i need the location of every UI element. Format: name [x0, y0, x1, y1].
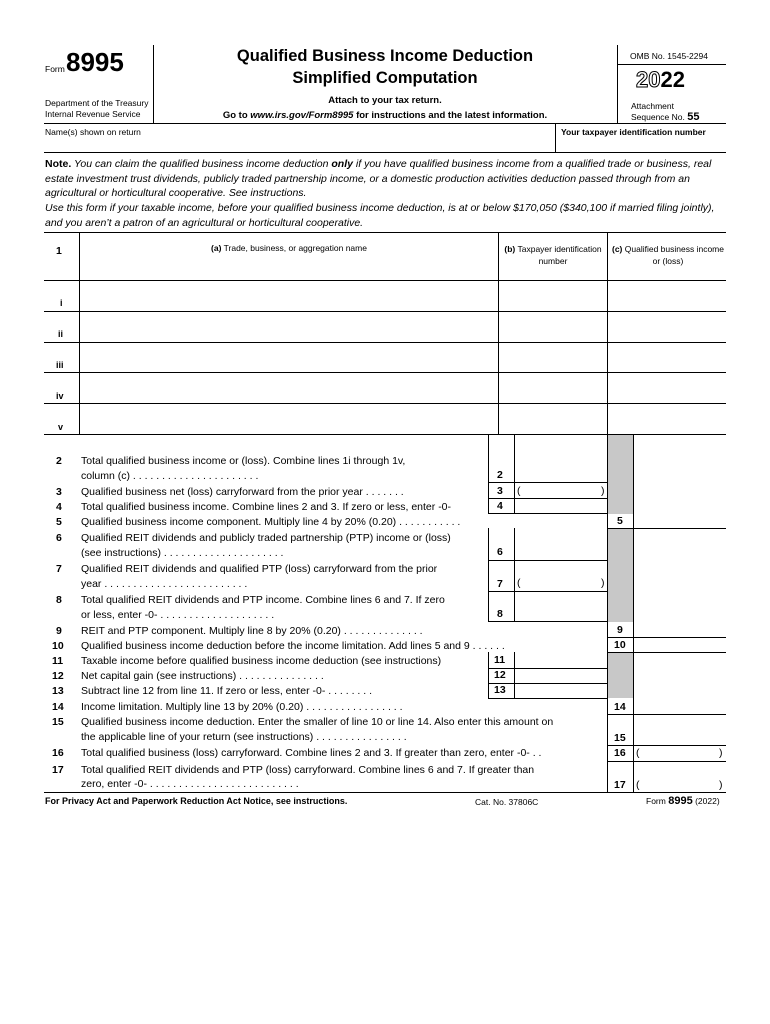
- line-3-open-paren: (: [517, 485, 521, 497]
- note-text-1: You can claim the qualified business income deduction: [71, 158, 332, 170]
- line-10-input[interactable]: [635, 638, 725, 651]
- line-3-close-paren: ): [601, 485, 605, 497]
- line-4-text: Total qualified business income. Combine lines 2 and 3. If zero or less, enter -0-: [81, 501, 452, 513]
- line-15-text: Qualified business income deduction. Enter the smaller of line 10 or line 14. Also enter this amount on: [81, 716, 554, 728]
- line-2-text: column (c) . . . . . . . . . . . . . . . . . . . . . .: [81, 470, 259, 482]
- col-b-header: [501, 243, 605, 267]
- sequence-label-text: Sequence No.: [631, 112, 685, 122]
- tax-year-suffix: 22: [660, 67, 685, 92]
- table-header-rule: [44, 280, 726, 281]
- line-14-number: 14: [52, 701, 64, 713]
- line-3-input[interactable]: [524, 484, 600, 497]
- right-rule: [607, 761, 726, 762]
- line-13-input[interactable]: [516, 684, 606, 697]
- footer-form-number: 8995: [668, 795, 693, 807]
- line-16-box-number: 16: [614, 747, 626, 759]
- col-a-letter: (a): [211, 243, 222, 253]
- right-rule: [607, 652, 726, 653]
- shaded-area: [608, 528, 634, 622]
- line-5-number: 5: [56, 516, 62, 528]
- tax-year-prefix: 20: [636, 67, 661, 92]
- line-6-text: (see instructions) . . . . . . . . . . . . . . . . . . . . .: [81, 547, 284, 559]
- line-8-text: Total qualified REIT dividends and PTP income. Combine lines 6 and 7. If zero: [81, 594, 445, 606]
- name-field[interactable]: [45, 137, 553, 151]
- goto-url[interactable]: www.irs.gov/Form8995: [250, 110, 354, 121]
- line-11-input[interactable]: [516, 653, 606, 667]
- names-label: Name(s) shown on return: [45, 127, 141, 137]
- line-3-box-number: 3: [497, 485, 503, 497]
- shaded-area: [608, 652, 634, 698]
- line-7-number: 7: [56, 563, 62, 575]
- note-label: Note.: [45, 158, 72, 170]
- line-14-input[interactable]: [635, 699, 725, 713]
- row-iv-tin-input[interactable]: [500, 374, 606, 402]
- line-6-input[interactable]: [516, 544, 606, 559]
- omb-number: OMB No. 1545-2294: [630, 51, 708, 61]
- row-iii-tin-input[interactable]: [500, 344, 606, 371]
- row-label-v: v: [58, 422, 64, 432]
- col-b-letter: (b): [504, 244, 516, 254]
- line-9-box-number: 9: [617, 624, 623, 636]
- col-c-title: Qualified business income or (loss): [624, 244, 724, 266]
- tin-field[interactable]: [560, 137, 724, 151]
- mid-col-left: [488, 652, 489, 698]
- tax-year: [636, 67, 685, 93]
- line-7-open-paren: (: [517, 577, 521, 589]
- line-15-text: the applicable line of your return (see instructions) . . . . . . . . . . . . . . . .: [81, 731, 407, 743]
- row-i-income-input[interactable]: [609, 282, 725, 310]
- row-ii-income-input[interactable]: [609, 313, 725, 341]
- footer-form-id: [646, 795, 720, 807]
- line-3-text: Qualified business net (loss) carryforward from the prior year . . . . . . .: [81, 486, 404, 498]
- col-c-header: [612, 243, 724, 267]
- line-17-text: zero, enter -0- . . . . . . . . . . . . . . . . . . . . . . . . . .: [81, 778, 299, 790]
- line-2-box-number: 2: [497, 469, 503, 481]
- line-17-input[interactable]: [643, 777, 717, 791]
- right-rule: [607, 528, 726, 529]
- attach-instruction: Attach to your tax return.: [328, 95, 442, 106]
- row-label-i: i: [60, 298, 63, 308]
- col-c-letter: (c): [612, 244, 623, 254]
- line-10-text: Qualified business income deduction before the income limitation. Add lines 5 and 9 . . . . . .: [81, 640, 505, 652]
- line-5-box-number: 5: [617, 515, 623, 527]
- line-10-box-number: 10: [614, 639, 626, 651]
- line-7-close-paren: ): [601, 577, 605, 589]
- right-col-numsep: [633, 435, 634, 792]
- table-row-rule: [44, 372, 726, 373]
- line-17-box-number: 17: [614, 779, 626, 791]
- form-label: Form: [45, 64, 65, 74]
- lines-bottom-rule: [44, 792, 726, 793]
- mid-rule: [488, 591, 608, 592]
- header-bottom-rule: [44, 123, 726, 124]
- line-2-text: Total qualified business income or (loss). Combine lines 1i through 1v,: [81, 455, 406, 467]
- row-iv-name-input[interactable]: [81, 374, 497, 402]
- line-7-input[interactable]: [524, 576, 600, 590]
- line-4-input[interactable]: [516, 499, 606, 512]
- line-17-close-paren: ): [719, 779, 723, 791]
- line-12-text: Net capital gain (see instructions) . . . . . . . . . . . . . . .: [81, 670, 324, 682]
- line-8-text: or less, enter -0- . . . . . . . . . . . . . . . . . . . .: [81, 609, 275, 621]
- line-14-text: Income limitation. Multiply line 13 by 20% (0.20) . . . . . . . . . . . . . . . . .: [81, 701, 403, 713]
- line-7-text: year . . . . . . . . . . . . . . . . . . . . . . . . .: [81, 578, 248, 590]
- row-label-ii: ii: [58, 329, 64, 339]
- line-12-box-number: 12: [494, 669, 506, 681]
- col-a-title: Trade, business, or aggregation name: [223, 243, 367, 253]
- line-16-open-paren: (: [636, 747, 640, 759]
- line-12-number: 12: [52, 670, 64, 682]
- line-16-close-paren: ): [719, 747, 723, 759]
- line-6-box-number: 6: [497, 546, 503, 558]
- sequence-number: 55: [687, 111, 700, 123]
- mid-rule: [488, 698, 608, 699]
- line-3-number: 3: [56, 486, 62, 498]
- line-7-box-number: 7: [497, 578, 503, 590]
- note-text-2: if you have qualified business income from a qualified trade or business, real estate investment trust dividends, publicly traded partnership income, or a domestic production activities deduction passed through from an agricultural or horticultural cooperative. See instructions.: [45, 158, 712, 199]
- goto-suffix: for instructions and the latest information.: [353, 110, 548, 121]
- table-row-rule: [44, 342, 726, 343]
- form-title: Qualified Business Income Deduction: [236, 47, 534, 65]
- line-8-input[interactable]: [516, 606, 606, 620]
- footer-form-word: Form: [646, 796, 666, 806]
- col-b-title: Taxpayer identification number: [517, 244, 602, 266]
- row-ii-name-input[interactable]: [81, 313, 497, 341]
- table-row-rule: [44, 403, 726, 404]
- attachment-label: Attachment: [631, 101, 674, 111]
- row-i-tin-input[interactable]: [500, 282, 606, 310]
- line-11-text: Taxable income before qualified business income deduction (see instructions): [81, 655, 442, 667]
- line-2-number: 2: [56, 455, 62, 467]
- line-9-input[interactable]: [635, 623, 725, 636]
- mid-col-left: [488, 435, 489, 514]
- form-number: 8995: [66, 47, 124, 77]
- line-4-box-number: 4: [497, 500, 503, 512]
- irs-label: Internal Revenue Service: [45, 109, 141, 119]
- mid-col-numsep: [514, 435, 515, 514]
- line-17-number: 17: [52, 764, 64, 776]
- catalog-number: Cat. No. 37806C: [475, 797, 539, 807]
- line-15-input[interactable]: [635, 730, 725, 744]
- sequence-label: [631, 111, 700, 123]
- row-ii-tin-input[interactable]: [500, 313, 606, 341]
- goto-prefix: Go to: [222, 110, 251, 121]
- table-row-rule: [44, 311, 726, 312]
- line-16-input[interactable]: [643, 746, 717, 760]
- line-17-text: Total qualified REIT dividends and PTP (loss) carryforward. Combine lines 6 and 7. If greater than: [81, 764, 535, 776]
- line-12-input[interactable]: [516, 669, 606, 682]
- line-4-number: 4: [56, 501, 62, 513]
- note-paragraph: [45, 157, 725, 201]
- line-11-box-number: 11: [494, 654, 506, 666]
- row-v-income-input[interactable]: [609, 405, 725, 433]
- line-14-box-number: 14: [614, 701, 626, 713]
- line-16-text: Total qualified business (loss) carryforward. Combine lines 2 and 3. If greater than zero, enter -0- . .: [81, 747, 542, 759]
- table-top-rule: [44, 232, 726, 233]
- line-15-number: 15: [52, 716, 64, 728]
- header-divider-right: [617, 45, 618, 123]
- line-11-number: 11: [52, 655, 64, 667]
- mid-col-numsep: [514, 528, 515, 622]
- row-label-iv: iv: [56, 391, 64, 401]
- mid-rule: [488, 513, 608, 514]
- note-only: only: [331, 158, 353, 170]
- name-row-bottom-rule: [44, 152, 726, 153]
- line-17-open-paren: (: [636, 779, 640, 791]
- row-iii-name-input[interactable]: [81, 344, 497, 371]
- privacy-notice: For Privacy Act and Paperwork Reduction Act Notice, see instructions.: [45, 796, 348, 806]
- line-13-text: Subtract line 12 from line 11. If zero or less, enter -0- . . . . . . . .: [81, 685, 373, 697]
- col-a-header: [81, 243, 497, 253]
- tin-divider: [555, 123, 556, 152]
- line-5-text: Qualified business income component. Multiply line 4 by 20% (0.20) . . . . . . . . . . .: [81, 516, 461, 528]
- footer-form-year: (2022): [695, 796, 720, 806]
- line-1-number: 1: [56, 245, 62, 257]
- goto-instruction: [154, 110, 616, 121]
- right-col-left: [607, 435, 608, 792]
- mid-col-left: [488, 528, 489, 622]
- line-13-number: 13: [52, 685, 64, 697]
- line-6-text: Qualified REIT dividends and publicly traded partnership (PTP) income or (loss): [81, 532, 451, 544]
- line-9-number: 9: [56, 625, 62, 637]
- line-13-box-number: 13: [494, 684, 506, 696]
- form-subtitle: Simplified Computation: [292, 69, 478, 87]
- line-6-number: 6: [56, 532, 62, 544]
- right-rule: [607, 714, 726, 715]
- line-15-box-number: 15: [614, 732, 626, 744]
- mid-rule: [488, 482, 608, 483]
- eligibility-paragraph: Use this form if your taxable income, before your qualified business income deduction, is at or below $170,050 ($340,100 if married filing jointly), and you aren’t a patron of an agricultural or horticultural cooperative.: [45, 202, 715, 229]
- row-iv-income-input[interactable]: [609, 374, 725, 402]
- line-16-number: 16: [52, 747, 64, 759]
- shaded-area: [608, 435, 634, 514]
- mid-rule: [488, 621, 608, 622]
- line-9-text: REIT and PTP component. Multiply line 8 by 20% (0.20) . . . . . . . . . . . . . .: [81, 625, 423, 637]
- mid-rule: [488, 560, 608, 561]
- mid-col-numsep: [514, 652, 515, 698]
- line-7-text: Qualified REIT dividends and qualified PTP (loss) carryforward from the prior: [81, 563, 438, 575]
- line-10-number: 10: [52, 640, 64, 652]
- row-label-iii: iii: [56, 360, 64, 370]
- row-v-tin-input[interactable]: [500, 405, 606, 433]
- omb-divider: [618, 64, 726, 65]
- line-2-input[interactable]: [516, 467, 606, 481]
- line-8-number: 8: [56, 594, 62, 606]
- line-8-box-number: 8: [497, 608, 503, 620]
- tin-label: Your taxpayer identification number: [561, 127, 706, 137]
- row-v-name-input[interactable]: [81, 405, 497, 433]
- line-5-input[interactable]: [635, 515, 725, 527]
- row-iii-income-input[interactable]: [609, 344, 725, 371]
- department-label: Department of the Treasury: [45, 98, 149, 108]
- row-i-name-input[interactable]: [81, 282, 497, 310]
